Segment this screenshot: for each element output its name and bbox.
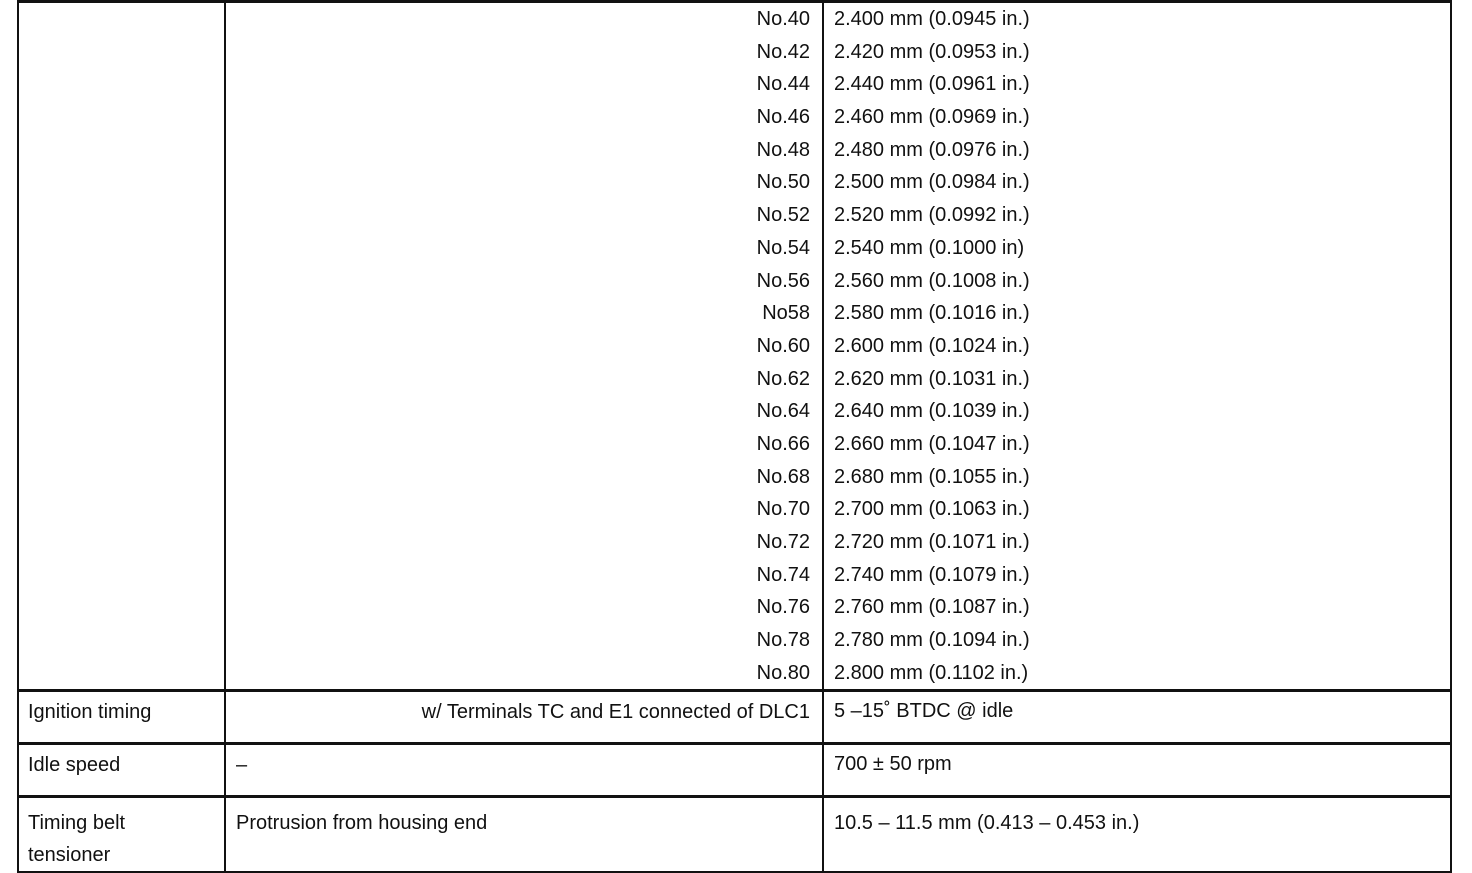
- shim-code: No.60: [756, 334, 810, 357]
- shim-code: No.48: [756, 138, 810, 161]
- shim-code: No.68: [756, 465, 810, 488]
- shim-code: No.78: [756, 629, 810, 652]
- belt-item-line2: tensioner: [28, 844, 111, 867]
- shim-code: No58: [762, 302, 810, 325]
- shim-thickness: 2.580 mm (0.1016 in.): [834, 302, 1030, 325]
- shim-thickness: 2.680 mm (0.1055 in.): [834, 465, 1030, 488]
- shim-thickness: 2.420 mm (0.0953 in.): [834, 40, 1030, 63]
- spec-table: [17, 0, 1452, 873]
- shim-thickness: 2.480 mm (0.0976 in.): [834, 138, 1030, 161]
- belt-row: [18, 797, 1451, 873]
- shim-thickness: 2.760 mm (0.1087 in.): [834, 596, 1030, 619]
- shim-thickness: 2.800 mm (0.1102 in.): [834, 661, 1029, 684]
- shim-item-cell: [18, 2, 225, 691]
- shim-thickness: 2.620 mm (0.1031 in.): [834, 367, 1030, 390]
- shim-thickness: 2.540 mm (0.1000 in): [834, 236, 1025, 259]
- shim-thickness-cell: [823, 2, 1451, 691]
- ignition-item: Ignition timing: [18, 691, 225, 744]
- shim-code: No.74: [756, 563, 810, 586]
- ignition-condition: w/ Terminals TC and E1 connected of DLC1: [225, 691, 823, 744]
- ignition-spec: 5 –15˚ BTDC @ idle: [823, 691, 1451, 744]
- shim-thickness: 2.640 mm (0.1039 in.): [834, 400, 1030, 423]
- shim-thickness: 2.520 mm (0.0992 in.): [834, 204, 1030, 227]
- shim-code: No.64: [756, 400, 810, 423]
- shim-code: No.76: [756, 596, 810, 619]
- shim-thickness: 2.700 mm (0.1063 in.): [834, 498, 1030, 521]
- shim-code: No.56: [756, 269, 810, 292]
- belt-spec: 10.5 – 11.5 mm (0.413 – 0.453 in.): [823, 797, 1451, 873]
- shim-thickness: 2.720 mm (0.1071 in.): [834, 531, 1030, 553]
- shim-code: No.44: [756, 73, 810, 96]
- shim-code: No.46: [756, 106, 810, 129]
- shim-thickness: 2.740 mm (0.1079 in.): [834, 563, 1030, 586]
- ignition-row: [18, 691, 1451, 744]
- shim-row: [18, 2, 1451, 691]
- shim-code: No.50: [756, 171, 810, 194]
- shim-code: No.52: [756, 204, 810, 227]
- shim-thickness-list: [834, 3, 1450, 689]
- idle-condition: –: [225, 744, 823, 797]
- belt-condition: Protrusion from housing end: [225, 797, 823, 873]
- shim-thickness: 2.460 mm (0.0969 in.): [834, 106, 1030, 129]
- shim-code: No.72: [756, 531, 810, 553]
- shim-thickness: 2.660 mm (0.1047 in.): [834, 432, 1030, 455]
- shim-thickness: 2.500 mm (0.0984 in.): [834, 171, 1030, 194]
- shim-code: No.54: [756, 236, 810, 259]
- idle-item: Idle speed: [18, 744, 225, 797]
- shim-code: No.40: [756, 8, 810, 30]
- idle-spec: 700 ± 50 rpm: [823, 744, 1451, 797]
- idle-row: [18, 744, 1451, 797]
- belt-item-line1: Timing belt: [28, 812, 126, 835]
- shim-thickness: 2.600 mm (0.1024 in.): [834, 334, 1030, 357]
- shim-code: No.62: [756, 367, 810, 390]
- shim-code-cell: [225, 2, 823, 691]
- shim-thickness: 2.780 mm (0.1094 in.): [834, 629, 1030, 652]
- shim-thickness: 2.400 mm (0.0945 in.): [834, 8, 1030, 30]
- shim-thickness: 2.440 mm (0.0961 in.): [834, 73, 1030, 96]
- shim-code-list: [226, 3, 822, 689]
- shim-code: No.80: [756, 661, 810, 684]
- shim-code: No.42: [756, 40, 810, 63]
- shim-code: No.66: [756, 432, 810, 455]
- shim-thickness: 2.560 mm (0.1008 in.): [834, 269, 1030, 292]
- belt-item: [18, 797, 225, 873]
- shim-code: No.70: [756, 498, 810, 521]
